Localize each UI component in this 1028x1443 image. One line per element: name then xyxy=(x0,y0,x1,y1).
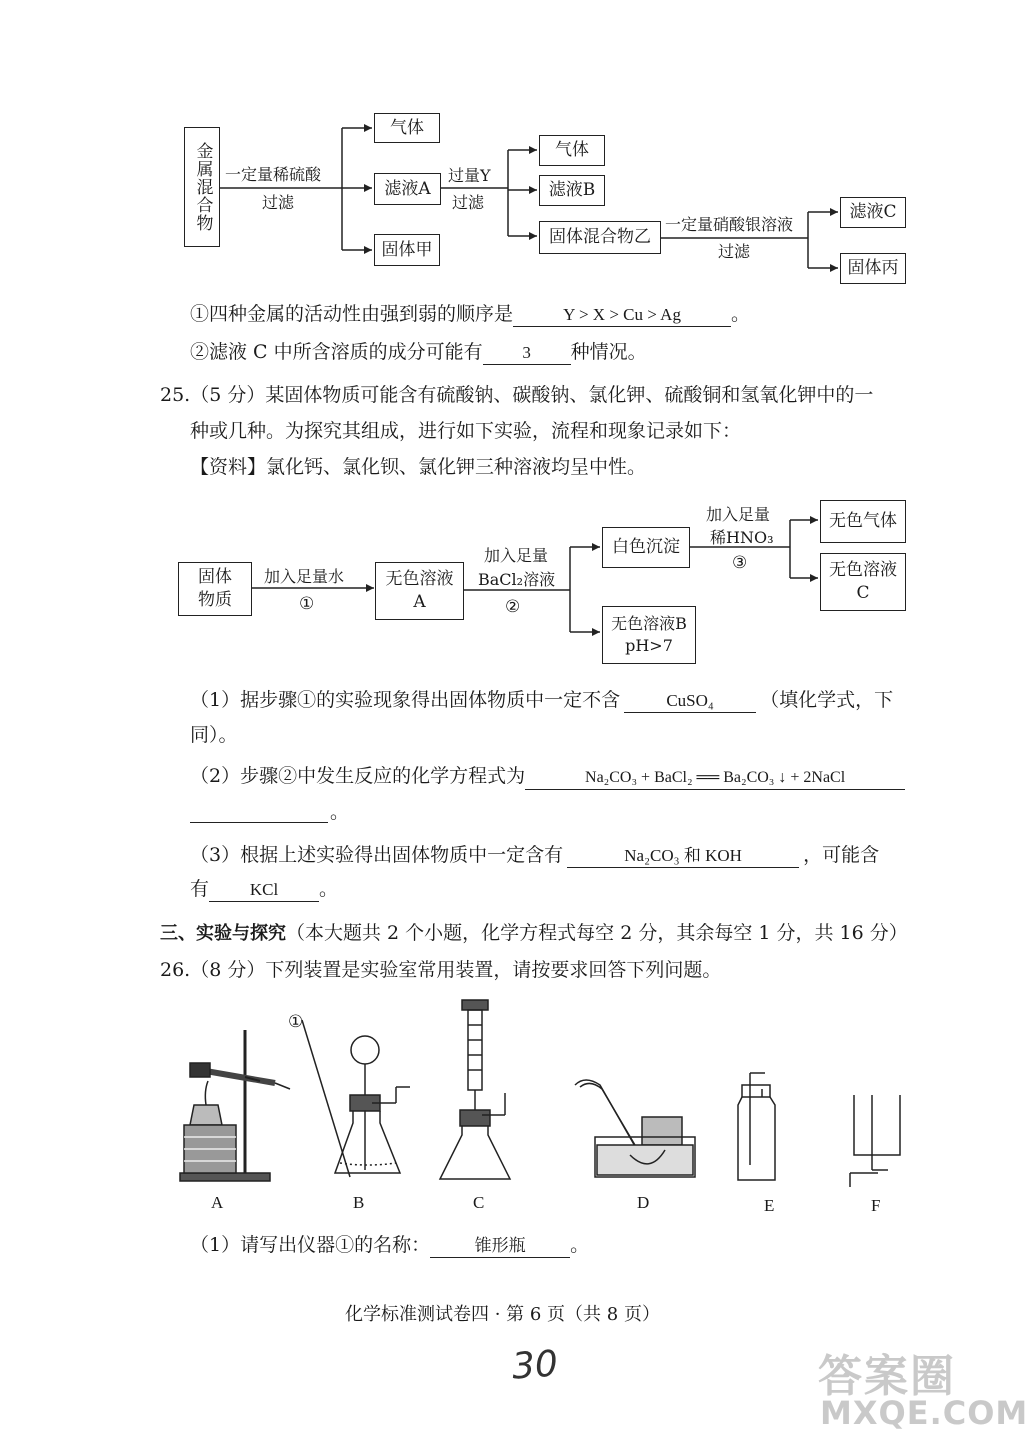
q25-sub3-cont-prefix: 有 xyxy=(190,878,210,900)
q25-sub3-cont-suffix: 。 xyxy=(319,878,339,900)
flow1-solidBing-box xyxy=(840,253,906,284)
flow1-step3-reagent: 一定量硝酸银溶液 xyxy=(665,215,794,234)
flow1-gas1-label: 气体 xyxy=(390,117,424,138)
handwritten-page-number: 30 xyxy=(510,1343,560,1388)
section3-header xyxy=(160,921,908,946)
apparatus-label-c: C xyxy=(473,1193,485,1212)
flow1-solidJia-box xyxy=(374,234,440,266)
flow2-solid-label1: 固体 xyxy=(198,567,232,588)
watermark-url: MXQE.COM xyxy=(820,1394,1028,1432)
apparatus-c-drawing xyxy=(440,1000,510,1179)
q24-line2-suffix: 种情况。 xyxy=(570,341,647,363)
apparatus-d-drawing xyxy=(575,1080,695,1177)
flow1-filtrateB-box xyxy=(539,175,605,206)
flow2-solutionB-box xyxy=(602,606,696,664)
q25-line1: 25.（5 分）某固体物质可能含有硫酸钠、碳酸钠、氯化钾、硫酸铜和氢氧化钾中的一 xyxy=(160,384,874,406)
flow2-solutionC-label1: 无色溶液 xyxy=(829,560,897,581)
q24-line2-prefix: ②滤液 C 中所含溶质的成分可能有 xyxy=(190,341,483,363)
flow1-start-box xyxy=(184,127,220,247)
q25-sub3-cont-answer: KCl xyxy=(209,879,319,902)
q25-sub2-end: 。 xyxy=(330,801,350,823)
apparatus-marker: ① xyxy=(288,1012,304,1032)
q25-sub3-suffix: ，可能含 xyxy=(803,844,880,866)
flow2-solid-box xyxy=(178,562,252,616)
flow1-filtrateC-label: 滤液C xyxy=(849,202,897,223)
flow1-filtrateA-label: 滤液A xyxy=(384,178,431,199)
flow1-gas1-box xyxy=(374,113,440,143)
flow2-step2-number: ② xyxy=(505,597,521,617)
q25-sub2-answer: Na₂CO₃ + BaCl₂ ══ Ba₂CO₃ ↓ + 2NaCl xyxy=(525,768,905,790)
q24-line1-suffix: 。 xyxy=(731,303,751,325)
apparatus-f-drawing xyxy=(850,1095,900,1187)
q25-sub3-answer: Na₂CO₃ 和 KOH xyxy=(567,845,799,868)
section3-heading: 三、实验与探究 xyxy=(160,923,286,944)
q24-line2-answer: 3 xyxy=(483,342,571,365)
flow1-solidJia-label: 固体甲 xyxy=(381,239,433,260)
q26-sub1-answer: 锥形瓶 xyxy=(430,1235,570,1258)
q25-sub2-continued-line xyxy=(190,800,328,823)
q25-resource-note: 【资料】氯化钙、氯化钡、氯化钾三种溶液均呈中性。 xyxy=(190,456,647,478)
flow1-start-label: 金属混合物 xyxy=(192,142,213,232)
q25-sub3 xyxy=(190,843,879,868)
flow2-solutionC-label2: C xyxy=(856,583,870,603)
flow1-solidMixYi-label: 固体混合物乙 xyxy=(549,227,651,248)
q26-sub1-prefix: （1）请写出仪器①的名称： xyxy=(190,1234,431,1256)
apparatus-label-a: A xyxy=(211,1193,224,1212)
flow2-solutionA-label2: A xyxy=(413,592,426,612)
apparatus-figure xyxy=(160,995,920,1225)
flow1-gas2-label: 气体 xyxy=(555,140,589,161)
q25-sub1-answer: CuSO₄ xyxy=(624,690,756,713)
q26-stem: 26.（8 分）下列装置是实验室常用装置，请按要求回答下列问题。 xyxy=(160,959,722,981)
flow2-solutionB-label2: pH>7 xyxy=(625,636,673,655)
q25-sub2-prefix: （2）步骤②中发生反应的化学方程式为 xyxy=(190,765,526,787)
q24-line1-prefix: ①四种金属的活动性由强到弱的顺序是 xyxy=(190,303,514,325)
flow2-precipitate-box xyxy=(602,527,690,568)
flow1-step2-reagent: 过量Y xyxy=(448,166,491,185)
apparatus-e-drawing xyxy=(738,1073,775,1180)
q25-sub1-prefix: （1）据步骤①的实验现象得出固体物质中一定不含 xyxy=(190,689,621,711)
flow2-solutionA-label1: 无色溶液 xyxy=(385,569,454,590)
apparatus-label-b: B xyxy=(353,1193,365,1212)
flow1-gas2-box xyxy=(539,135,605,166)
flow1-step2-operation: 过滤 xyxy=(452,193,485,212)
flow1-filtrateA-box xyxy=(374,173,441,205)
apparatus-label-e: E xyxy=(764,1196,775,1215)
flow2-step1-reagent: 加入足量水 xyxy=(264,567,345,586)
q25-sub2 xyxy=(190,764,905,790)
flow1-solidBing-label: 固体丙 xyxy=(847,258,899,279)
flow2-gas-label: 无色气体 xyxy=(829,511,897,532)
flow1-step3-operation: 过滤 xyxy=(718,242,751,261)
q25-sub1-continued: 同）。 xyxy=(190,724,238,746)
q25-line2: 种或几种。为探究其组成，进行如下实验，流程和现象记录如下： xyxy=(190,420,742,442)
apparatus-b-drawing xyxy=(302,1020,410,1177)
flow2-gas-box xyxy=(820,500,906,543)
apparatus-a-drawing xyxy=(180,1030,290,1181)
flow2-step1-number: ① xyxy=(299,594,315,614)
q25-sub3-continued xyxy=(190,877,338,902)
q25-sub3-prefix: （3）根据上述实验得出固体物质中一定含有 xyxy=(190,844,564,866)
q25-sub1-suffix: （填化学式，下 xyxy=(760,689,894,711)
q26-sub1 xyxy=(190,1233,589,1258)
flow2-step3-number: ③ xyxy=(732,553,748,573)
flow1-solidMixYi-box xyxy=(539,221,661,254)
q24-line1-answer: Y > X > Cu > Ag xyxy=(513,304,731,327)
page-footer: 化学标准测试卷四 · 第 6 页（共 8 页） xyxy=(345,1304,660,1325)
flow2-solid-label2: 物质 xyxy=(198,590,232,610)
apparatus-label-d: D xyxy=(637,1193,650,1212)
q24-line2 xyxy=(190,340,647,365)
flow2-solutionB-label1: 无色溶液B xyxy=(611,614,687,634)
section3-heading-note: （本大题共 2 个小题，化学方程式每空 2 分，其余每空 1 分，共 16 分） xyxy=(286,922,908,944)
flow2-step3-reagent1: 加入足量 xyxy=(706,505,771,524)
q25-sub1 xyxy=(190,688,893,713)
flow2-solutionC-box xyxy=(820,553,906,611)
flow2-solutionA-box xyxy=(375,562,464,620)
q24-line1 xyxy=(190,302,750,327)
flow1-filtrateB-label: 滤液B xyxy=(548,180,596,201)
flow2-step3-reagent2: 稀HNO₃ xyxy=(710,528,774,547)
flow2-step2-reagent1: 加入足量 xyxy=(484,546,549,565)
flow1-step1-reagent: 一定量稀硫酸 xyxy=(225,165,322,184)
flow2-step2-reagent2: BaCl₂溶液 xyxy=(478,570,556,589)
flow1-filtrateC-box xyxy=(840,197,906,228)
flow1-step1-operation: 过滤 xyxy=(262,193,295,212)
watermark-logo: 答案圈 xyxy=(818,1351,956,1402)
q26-sub1-suffix: 。 xyxy=(570,1234,590,1256)
apparatus-label-f: F xyxy=(871,1196,881,1215)
flow2-precipitate-label: 白色沉淀 xyxy=(612,537,680,558)
